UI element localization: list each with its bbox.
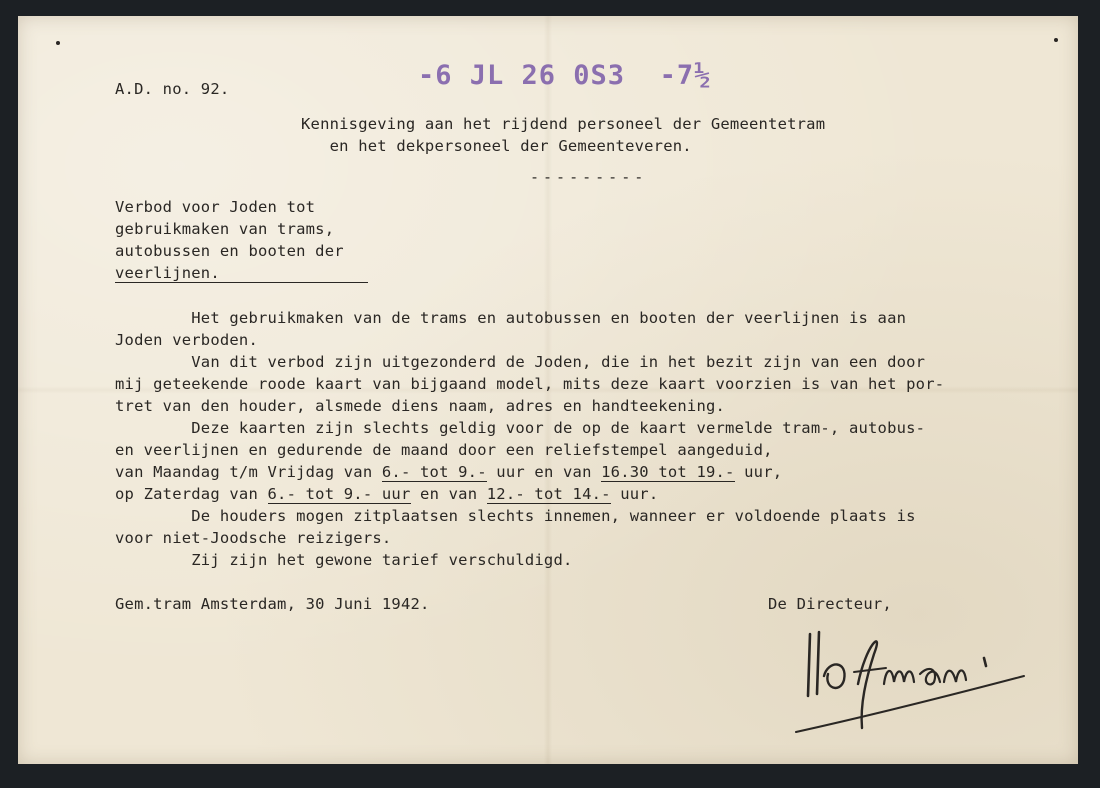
subject-line-2: gebruikmaken van trams, <box>115 220 335 238</box>
body-line: De houders mogen zitplaatsen slechts innemen, wanneer er voldoende plaats is <box>115 507 916 525</box>
body-line: mij geteekende roode kaart van bijgaand model, mits deze kaart voorzien is van het por- <box>115 375 945 393</box>
place-and-date: Gem.tram Amsterdam, 30 Juni 1942. <box>115 595 430 613</box>
heading-rule: --------- <box>530 168 648 186</box>
staple-hole <box>1054 38 1058 42</box>
body-line: en veerlijnen en gedurende de maand door een reliefstempel aangeduid, <box>115 441 773 459</box>
body-line: tret van den houder, alsmede diens naam, adres en handteekening. <box>115 397 726 415</box>
reference-number: A.D. no. 92. <box>115 80 230 98</box>
subject-line-1: Verbod voor Joden tot <box>115 198 316 216</box>
body-line: Het gebruikmaken van de trams en autobussen en booten der veerlijnen is aan <box>115 309 907 327</box>
document-sheet <box>18 16 1078 764</box>
weekday-hours-line <box>115 461 782 483</box>
body-text: uur, <box>734 463 783 481</box>
subject-line-3: autobussen en booten der <box>115 242 344 260</box>
underlined-hours: 6.- tot 9.- <box>381 463 487 481</box>
body-line: Zij zijn het gewone tarief verschuldigd. <box>115 551 573 569</box>
date-stamp: -6 JL 26 0S3 -7½ <box>418 60 712 91</box>
notice-heading-line-1: Kennisgeving aan het rijdend personeel der Gemeentetram <box>301 115 826 133</box>
body-line: Joden verboden. <box>115 331 258 349</box>
body-line: voor niet-Joodsche reizigers. <box>115 529 392 547</box>
body-text: van Maandag t/m Vrijdag van <box>115 463 382 481</box>
body-line: Deze kaarten zijn slechts geldig voor de op de kaart vermelde tram-, autobus- <box>115 419 926 437</box>
body-text: uur. <box>610 485 659 503</box>
body-text: uur en van <box>486 463 602 481</box>
handwritten-signature <box>788 624 1038 744</box>
underlined-hours: 6.- tot 9.- uur <box>267 485 411 503</box>
underlined-hours: 12.- tot 14.- <box>486 485 611 503</box>
body-text: op Zaterdag van <box>115 485 268 503</box>
body-text: en van <box>410 485 487 503</box>
saturday-hours-line <box>115 483 658 505</box>
subject-line-4 <box>115 262 368 284</box>
signatory-title: De Directeur, <box>768 595 892 613</box>
subject-underlined: veerlijnen. <box>115 264 368 283</box>
notice-heading-line-2: en het dekpersoneel der Gemeenteveren. <box>301 137 692 155</box>
underlined-hours: 16.30 tot 19.- <box>601 463 735 481</box>
staple-hole <box>56 41 60 45</box>
body-line: Van dit verbod zijn uitgezonderd de Joden, die in het bezit zijn van een door <box>115 353 926 371</box>
